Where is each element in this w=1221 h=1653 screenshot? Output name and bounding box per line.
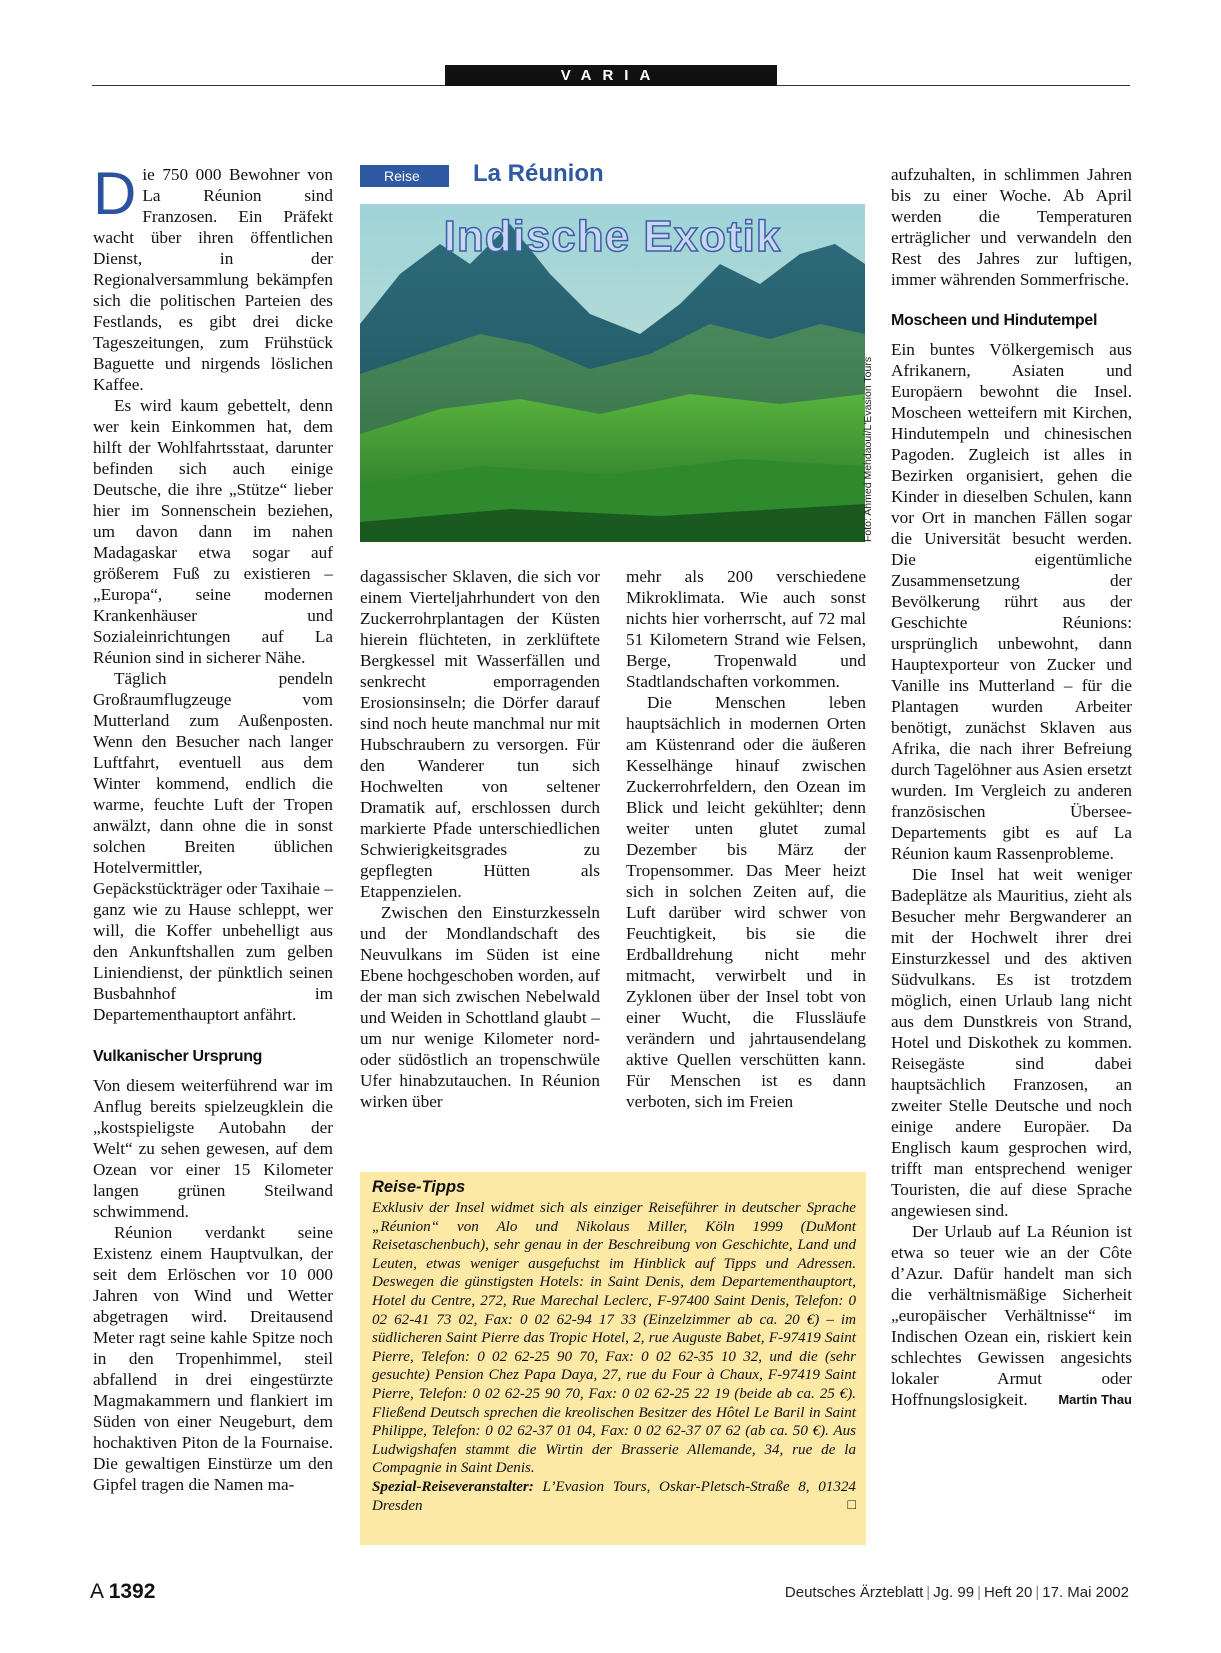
landscape-photo (360, 204, 865, 542)
paragraph: Von diesem weiterführend war im Anflug bereits spielzeugklein die „kostspieligste Autobahn der Welt“ zu sehen gewesen, auf dem Ozean vor einer 15 Kilometer langen grünen Steilwand schwimmend. (93, 1076, 333, 1221)
article-column-1 (93, 160, 333, 1495)
end-mark-icon: □ (847, 1497, 856, 1513)
paragraph: mehr als 200 verschiedene Mikroklimata. Wie auch sonst nichts hier vorherrscht, auf 72 mal 51 Kilometern Strand wie Felsen, Berge, Tropenwald und Stadtlandschaften vorkommen. (626, 567, 866, 691)
paragraph: Der Urlaub auf La Réunion ist etwa so teuer wie an der Côte d’Azur. Dafür handelt man sich die verhältnismäßige Sicherheit „europäischer Verhältnisse“ im Indischen Ozean ein, riskiert kein schlechtes Gewissen angesichts lokaler Armut oder Hoffnungslosigkeit. Martin Thau (891, 1222, 1132, 1409)
paragraph: Die Menschen leben hauptsächlich in modernen Orten am Küstenrand oder die äußeren Kesselhänge hinauf zwischen Zuckerrohrfeldern, den Ozean im Blick und leicht gekühlter; denn weiter unten glutet zumal Dezember bis März der Tropensommer. Das Meer heizt sich in solchen Zeiten auf, die Luft darüber wird schwer von Feuchtigkeit, bis sie die Erdballdrehung nicht mehr mitmacht, verwirbelt und in Zyklonen über der Insel tobt von einer Wucht, die Flussläufe verändern und jahrtausendelang aktive Quellen verschütten kann. Für Menschen ist es dann verboten, sich im Freien (626, 693, 866, 1111)
article-title: Indische Exotik (443, 212, 782, 261)
paragraph: Zwischen den Einsturzkesseln und der Mondlandschaft des Neuvulkans im Süden ist eine Ebene hochgeschoben worden, auf der man sich zwischen Nebelwald und Weiden in Schottland glaubt – um nur wenige Kilometer nord- oder südöstlich an tropenschwüle Ufer hinabzutauchen. In Réunion wirken über (360, 903, 600, 1111)
drop-cap: D (93, 160, 137, 227)
author-byline: Martin Thau (1058, 1392, 1132, 1407)
article-column-2 (360, 566, 600, 1112)
tips-organizer: Spezial-Reiseveranstalter: L’Evasion Tours, Oskar-Pletsch-Straße 8, 01324 Dresden □ (372, 1478, 856, 1514)
page-number: A 1392 (90, 1580, 156, 1603)
lead-paragraph: Die 750 000 Bewohner von La Réunion sind Franzosen. Ein Präfekt wacht über ihren öffentlichen Dienst, in der Regionalversammlung bekämpfen sich die politischen Parteien des Festlands, es gibt drei dicke Tageszeitungen, zum Frühstück Baguette und nirgends löslichen Kaffee. (93, 160, 333, 394)
tips-title: Reise-Tipps (372, 1178, 466, 1196)
subheading: Moscheen und Hindutempel (891, 312, 1098, 329)
paragraph: Die Insel hat weit weniger Badeplätze als Mauritius, zieht als Besucher mehr Bergwanderer an mit der Hochwelt ihrer drei Einsturzkessel und des aktiven Südvulkans. Es ist trotzdem möglich, einen Urlaub lang nicht aus dem Dunstkreis von Strand, Hotel und Diskothek zu kommen. Reisegäste sind dabei hauptsächlich Franzosen, an zweiter Stelle Deutsche und noch einige andere Europäer. Da Englisch kaum gesprochen wird, trifft man entsprechend weniger Touristen, die auf diese Sprache angewiesen sind. (891, 865, 1132, 1220)
article-column-4 (891, 164, 1132, 1410)
paragraph: Täglich pendeln Großraumflugzeuge vom Mutterland zum Außenposten. Wenn den Besucher nach langer Luftfahrt, eventuell aus dem Winter kommend, endlich die warme, feuchte Luft der Tropen anwälzt, dann ohne die in sonst solchen Breiten üblichen Hotelvermittler, Gepäckstückträger oder Taxihaie – ganz wie zu Hause schleppt, wer will, die Koffer unbehelligt aus den Ankunftshallen zum gelben Liniendienst, der pünktlich seinen Busbahnhof im Departementhauptort anfährt. (93, 669, 333, 1024)
journal-info: Deutsches Ärzteblatt | Jg. 99 | Heft 20 | 17. Mai 2002 (784, 1584, 1129, 1601)
section-label: VARIA (445, 65, 777, 86)
photo-credit: Foto: Ahmed Mehdaoui/L'Evasion Tours (862, 356, 874, 542)
paragraph: dagassischer Sklaven, die sich vor einem Vierteljahrhundert von den Zuckerrohrplantagen der Küsten hierein flüchteten, in zerklüftete Bergkessel mit Wasserfällen und senkrecht emporragenden Erosionsinseln; die Dörfer darauf sind noch heute manchmal nur mit Hubschraubern zu versorgen. Für den Wanderer tun sich Hochwelten von seltener Dramatik auf, erschlossen durch markierte Pfade unterschiedlichen Schwierigkeitsgrades zu gepflegten Hütten als Etappenzielen. (360, 567, 600, 901)
paragraph: Réunion verdankt seine Existenz einem Hauptvulkan, der seit dem Erlöschen vor 10 000 Jahren von Wind und Wetter abgetragen wird. Dreitausend Meter ragt seine kahle Spitze noch in den Tropenhimmel, steil abfallend in drei eingestürzte Magmakammern und flankiert im Süden von einer Neugeburt, dem hochaktiven Piton de la Fournaise. Die gewaltigen Einstürze um den Gipfel tragen die Namen ma- (93, 1223, 333, 1494)
paragraph: aufzuhalten, in schlimmen Jahren bis zu einer Woche. Ab April werden die Temperaturen erträglicher und verwandeln den Rest des Jahres zur luftigen, immer währenden Sommerfrische. (891, 165, 1132, 289)
tips-body: Exklusiv der Insel widmet sich als einziger Reiseführer in deutscher Sprache „Réunion“ von Alo und Nikolaus Miller, Köln 1999 (DuMont Reisetaschenbuch), sehr genau in der Beschreibung von Geschichte, Land und Leuten, etwas weniger ausgefuchst im Hinblick auf Tipps und Adressen. Deswegen die günstigsten Hotels: in Saint Denis, dem Departementhauptort, Hotel du Centre, 272, Rue Marechal Leclerc, F-97400 Saint Denis, Telefon: 0 02 62-41 73 02, Fax: 0 02 62-94 17 33 (Einzelzimmer ab ca. 20 €) – im südlicheren Saint Pierre das Tropic Hotel, 2, rue Auguste Babet, F-97419 Saint Pierre, Telefon: 0 02 62-25 90 70, Fax: 0 02 62-35 10 32, und die (sehr gesuchte) Pension Chez Papa Daya, 27, rue du Four à Chaux, F-97419 Saint Pierre, Telefon: 0 02 62-25 90 70, Fax: 0 02 62-25 22 19 (beide ab ca. 25 €). Fließend Deutsch sprechen die kreolischen Besitzer des Hôtel Le Baril in Saint Philippe, Telefon: 0 02 62-37 01 04, Fax: 0 02 62-37 07 62 (ab ca. 50 €). Aus Ludwigshafen stammt die Wirtin der Brasserie Allemande, 34, rue de la Compagnie in Saint Denis. (372, 1200, 856, 1477)
paragraph: Es wird kaum gebettelt, denn wer kein Einkommen hat, dem hilft der Wohlfahrtsstaat, darunter befinden sich auch einige Deutsche, die ihre „Stütze“ lieber hier im Sonnenschein beziehen, um davon dann im nahen Madagaskar etwa sogar auf größerem Fuß zu existieren – „Europa“, seine modernen Krankenhäuser und Sozialeinrichtungen auf La Réunion sind in sicherer Nähe. (93, 396, 333, 667)
category-tag: Reise (360, 165, 449, 187)
article-kicker: La Réunion (473, 160, 604, 187)
article-column-3 (626, 566, 866, 1112)
travel-tips-box (360, 1172, 866, 1545)
subheading: Vulkanischer Ursprung (93, 1048, 263, 1065)
paragraph: Ein buntes Völkergemisch aus Afrikanern, Asiaten und Europäern bewohnt die Insel. Moscheen wetteifern mit Kirchen, Hindutempeln und chinesischen Pagoden. Zugleich ist alles in Bezirken organisiert, gehen die Kinder in dieselben Schulen, kann vor Ort in manchen Fällen sogar die Universität besucht werden. Die eigentümliche Zusammensetzung der Bevölkerung rührt aus der Geschichte Réunions: ursprünglich unbewohnt, dann Hauptexporteur von Zucker und Vanille ins Mutterland – für die Plantagen wurden Arbeiter benötigt, zunächst Sklaven aus Afrika, die nach ihrer Befreiung durch Tagelöhner aus Asien ersetzt wurden. Im Vergleich zu anderen französischen Übersee-Departements gibt es auf La Réunion kaum Rassenprobleme. (891, 340, 1132, 863)
